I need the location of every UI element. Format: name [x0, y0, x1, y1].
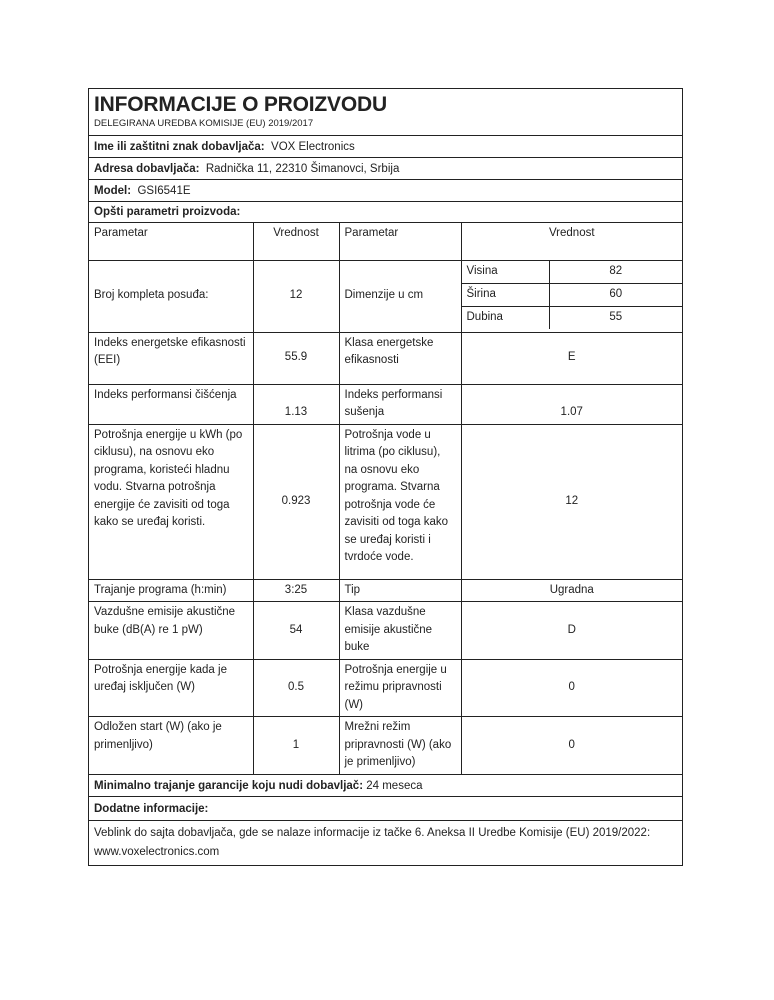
- param-label: Vazdušne emisije akustične buke (dB(A) re 1 pW): [89, 602, 253, 660]
- regulation-subtitle: DELEGIRANA UREDBA KOMISIJE (EU) 2019/2017: [94, 118, 314, 129]
- table-row: [89, 579, 682, 602]
- supplier-name-row: [89, 136, 682, 158]
- param-label: Potrošnja energije kada je uređaj isključen (W): [89, 659, 253, 717]
- supplier-address-label: Adresa dobavljača:: [94, 163, 200, 175]
- param-value: E: [461, 332, 682, 384]
- dimension-label: Širina: [462, 283, 550, 306]
- param-value: 0.923: [253, 424, 339, 579]
- warranty-label: Minimalno trajanje garancije koju nudi dobavljač:: [94, 779, 364, 792]
- supplier-name-label: Ime ili zaštitni znak dobavljača:: [94, 141, 265, 153]
- additional-heading: Dodatne informacije:: [94, 802, 209, 815]
- column-header: Parametar: [339, 223, 461, 260]
- param-value: 1.13: [253, 384, 339, 424]
- table-row: [89, 332, 682, 384]
- param-label: Klasa energetske efikasnosti: [339, 332, 461, 384]
- param-value: 54: [253, 602, 339, 660]
- param-value: 55.9: [253, 332, 339, 384]
- dimension-value: 82: [549, 261, 682, 284]
- model-value: GSI6541E: [137, 185, 191, 197]
- supplier-address-row: [89, 158, 682, 180]
- parameters-table: [89, 223, 682, 775]
- param-label: Klasa vazdušne emisije akustične buke: [339, 602, 461, 660]
- general-heading-row: [89, 202, 682, 223]
- param-value: 0: [461, 659, 682, 717]
- warranty-row: [89, 775, 682, 797]
- table-row: [89, 260, 682, 332]
- param-value: 12: [461, 424, 682, 579]
- param-label: Odložen start (W) (ako je primenljivo): [89, 717, 253, 774]
- additional-info-row: [89, 821, 682, 865]
- table-row: [89, 717, 682, 774]
- product-info-sheet: [88, 88, 683, 866]
- model-label: Model:: [94, 185, 132, 197]
- param-value: D: [461, 602, 682, 660]
- column-header: Vrednost: [461, 223, 682, 260]
- table-row: [89, 602, 682, 660]
- column-header: Parametar: [89, 223, 253, 260]
- param-value: 1: [253, 717, 339, 774]
- supplier-website-link[interactable]: www.voxelectronics.com: [94, 845, 220, 858]
- table-row: [89, 384, 682, 424]
- param-label: Indeks performansi čišćenja: [89, 384, 253, 424]
- param-label: Potrošnja vode u litrima (po ciklusu), na osnovu eko programa. Stvarna potrošnja vode će zavisiti od toga kako se uređaj koristi i tvrdoće vode.: [339, 424, 461, 579]
- model-row: [89, 180, 682, 202]
- page-title: INFORMACIJE O PROIZVODU: [94, 93, 387, 116]
- place-settings-value: 12: [253, 260, 339, 332]
- table-row: [89, 659, 682, 717]
- param-value: 0.5: [253, 659, 339, 717]
- dimension-label: Dubina: [462, 306, 550, 329]
- param-label: Indeks performansi sušenja: [339, 384, 461, 424]
- param-label: Mrežni režim pripravnosti (W) (ako je primenljivo): [339, 717, 461, 774]
- param-value: 3:25: [253, 579, 339, 602]
- dimension-label: Visina: [462, 261, 550, 284]
- dimension-value: 60: [549, 283, 682, 306]
- dimensions-label: Dimenzije u cm: [339, 260, 461, 332]
- dimension-value: 55: [549, 306, 682, 329]
- header: [89, 89, 682, 136]
- warranty-value: 24 meseca: [366, 779, 423, 792]
- table-row: [89, 424, 682, 579]
- param-label: Trajanje programa (h:min): [89, 579, 253, 602]
- place-settings-label: Broj kompleta posuđa:: [89, 260, 253, 332]
- param-value: 0: [461, 717, 682, 774]
- table-header-row: [89, 223, 682, 260]
- dimensions-table: [462, 261, 683, 329]
- supplier-address-value: Radnička 11, 22310 Šimanovci, Srbija: [205, 163, 400, 175]
- column-header: Vrednost: [253, 223, 339, 260]
- dimension-row: [462, 306, 683, 329]
- param-value: 1.07: [461, 384, 682, 424]
- param-label: Indeks energetske efikasnosti (EEI): [89, 332, 253, 384]
- param-label: Tip: [339, 579, 461, 602]
- dimension-row: [462, 261, 683, 284]
- dimensions-cell: [461, 260, 682, 332]
- param-label: Potrošnja energije u kWh (po ciklusu), na osnovu eko programa, koristeći hladnu vodu. Stvarna potrošnja energije će zavisiti od toga kako se uređaj koristi.: [89, 424, 253, 579]
- general-heading: Opšti parametri proizvoda:: [94, 206, 241, 218]
- supplier-name-value: VOX Electronics: [271, 141, 355, 153]
- additional-text: Veblink do sajta dobavljača, gde se nalaze informacije iz tačke 6. Aneksa II Uredbe Komisije (EU) 2019/2022:: [94, 826, 651, 839]
- param-label: Potrošnja energije u režimu pripravnosti (W): [339, 659, 461, 717]
- param-value: Ugradna: [461, 579, 682, 602]
- additional-heading-row: [89, 797, 682, 821]
- dimension-row: [462, 283, 683, 306]
